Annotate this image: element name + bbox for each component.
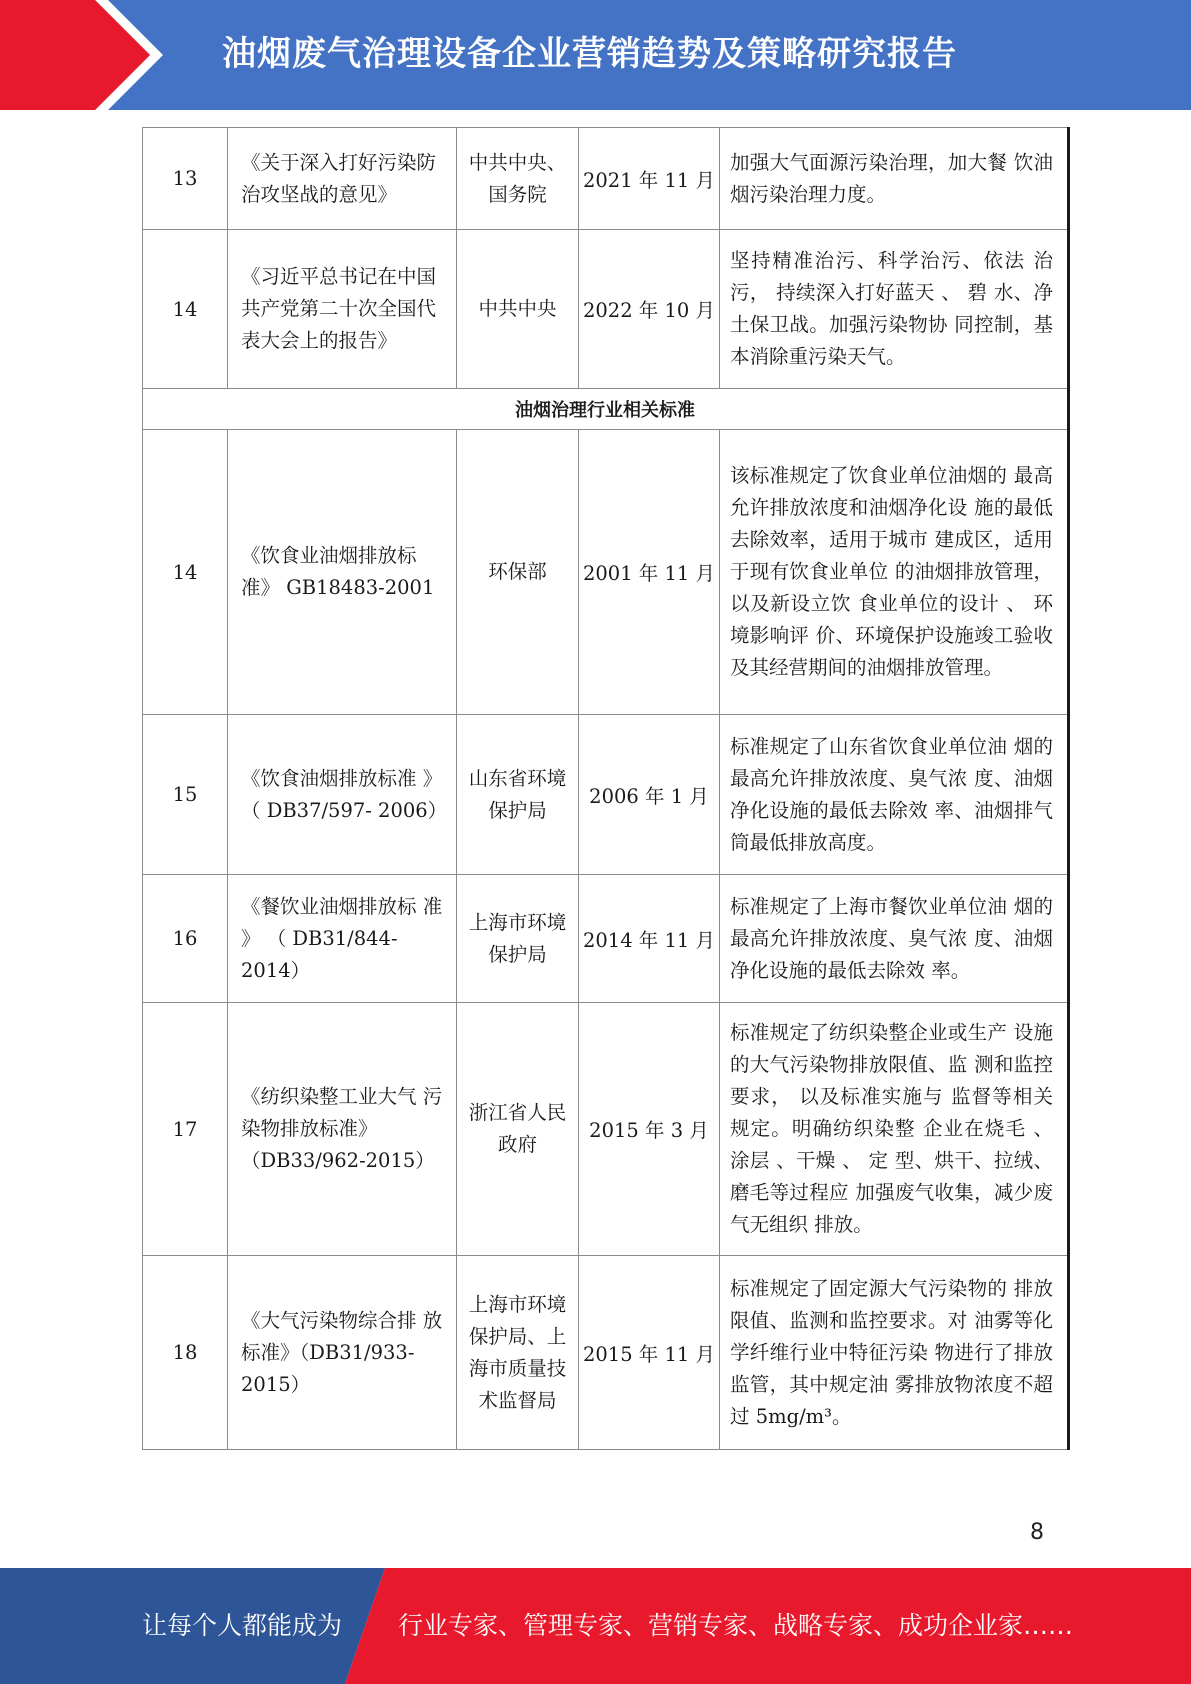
content-summary: 该标准规定了饮食业单位油烟的 最高允许排放浓度和油烟净化设 施的最低去除效率，适用于城市 建成区，适用于现有饮食业单位 的油烟排放管理， 以及新设立饮 食业单位的设计 、 环境影响评 价、环境保护设施竣工验收及其经营期间的油烟排放管理。 xyxy=(720,430,1069,715)
content-summary: 标准规定了纺织染整企业或生产 设施的大气污染物排放限值、监 测和监控要求， 以及标准实施与 监督等相关规定。明确纺织染整 企业在烧毛 、 涂层 、干燥 、 定 型、烘干、拉绒、磨毛等过程应 加强废气收集，减少废气无组织 排放。 xyxy=(720,1003,1069,1256)
document-name: 《纺织染整工业大气 污染物排放标准》（DB33/962-2015） xyxy=(228,1003,457,1256)
page-number: 8 xyxy=(1030,1520,1044,1545)
table-row xyxy=(143,1003,1069,1256)
row-number: 18 xyxy=(143,1256,228,1450)
issue-date: 2022 年 10 月 xyxy=(579,230,720,389)
content-summary: 坚持精准治污、科学治污、依法 治污， 持续深入打好蓝天 、 碧 水、净土保卫战。加强污染物协 同控制，基本消除重污染天气。 xyxy=(720,230,1069,389)
table-row xyxy=(143,875,1069,1003)
document-name: 《饮食业油烟排放标 准》 GB18483-2001 xyxy=(228,430,457,715)
footer-slogan-right: 行业专家、管理专家、营销专家、战略专家、成功企业家…… xyxy=(398,1611,1074,1640)
issuer: 环保部 xyxy=(457,430,579,715)
footer-slogan-left: 让每个人都能成为 xyxy=(142,1611,343,1640)
document-name: 《习近平总书记在中国共产党第二十次全国代表大会上的报告》 xyxy=(228,230,457,389)
table-row xyxy=(143,1256,1069,1450)
table-row xyxy=(143,715,1069,875)
content-summary: 标准规定了山东省饮食业单位油 烟的最高允许排放浓度、臭气浓 度、油烟净化设施的最低去除效 率、油烟排气筒最低排放高度。 xyxy=(720,715,1069,875)
section-title: 油烟治理行业相关标准 xyxy=(143,389,1069,430)
regulation-table xyxy=(142,127,1070,1450)
issuer: 上海市环境保护局 xyxy=(457,875,579,1003)
issue-date: 2001 年 11 月 xyxy=(579,430,720,715)
row-number: 15 xyxy=(143,715,228,875)
content-summary: 标准规定了固定源大气污染物的 排放限值、监测和监控要求。对 油雾等化学纤维行业中特征污染 物进行了排放监管，其中规定油 雾排放物浓度不超过 5mg/m³。 xyxy=(720,1256,1069,1450)
document-name: 《关于深入打好污染防治攻坚战的意见》 xyxy=(228,128,457,230)
row-number: 17 xyxy=(143,1003,228,1256)
issuer: 山东省环境保护局 xyxy=(457,715,579,875)
document-name: 《饮食油烟排放标准 》 （ DB37/597- 2006） xyxy=(228,715,457,875)
issuer: 中共中央 xyxy=(457,230,579,389)
issue-date: 2015 年 11 月 xyxy=(579,1256,720,1450)
issuer: 浙江省人民政府 xyxy=(457,1003,579,1256)
row-number: 16 xyxy=(143,875,228,1003)
issue-date: 2015 年 3 月 xyxy=(579,1003,720,1256)
issuer: 上海市环境保护局、上海市质量技术监督局 xyxy=(457,1256,579,1450)
report-title: 油烟废气治理设备企业营销趋势及策略研究报告 xyxy=(222,34,957,74)
issuer: 中共中央、国务院 xyxy=(457,128,579,230)
row-number: 14 xyxy=(143,230,228,389)
table-row xyxy=(143,430,1069,715)
issue-date: 2021 年 11 月 xyxy=(579,128,720,230)
issue-date: 2006 年 1 月 xyxy=(579,715,720,875)
document-name: 《餐饮业油烟排放标 准 》 （ DB31/844- 2014） xyxy=(228,875,457,1003)
row-number: 14 xyxy=(143,430,228,715)
page-header xyxy=(0,0,1191,110)
page-footer xyxy=(0,1568,1191,1684)
content-summary: 加强大气面源污染治理，加大餐 饮油烟污染治理力度。 xyxy=(720,128,1069,230)
document-name: 《大气污染物综合排 放标准》（DB31/933- 2015） xyxy=(228,1256,457,1450)
row-number: 13 xyxy=(143,128,228,230)
section-row xyxy=(143,389,1069,430)
content-summary: 标准规定了上海市餐饮业单位油 烟的最高允许排放浓度、臭气浓 度、油烟净化设施的最低去除效 率。 xyxy=(720,875,1069,1003)
issue-date: 2014 年 11 月 xyxy=(579,875,720,1003)
table-row xyxy=(143,230,1069,389)
table-row xyxy=(143,128,1069,230)
